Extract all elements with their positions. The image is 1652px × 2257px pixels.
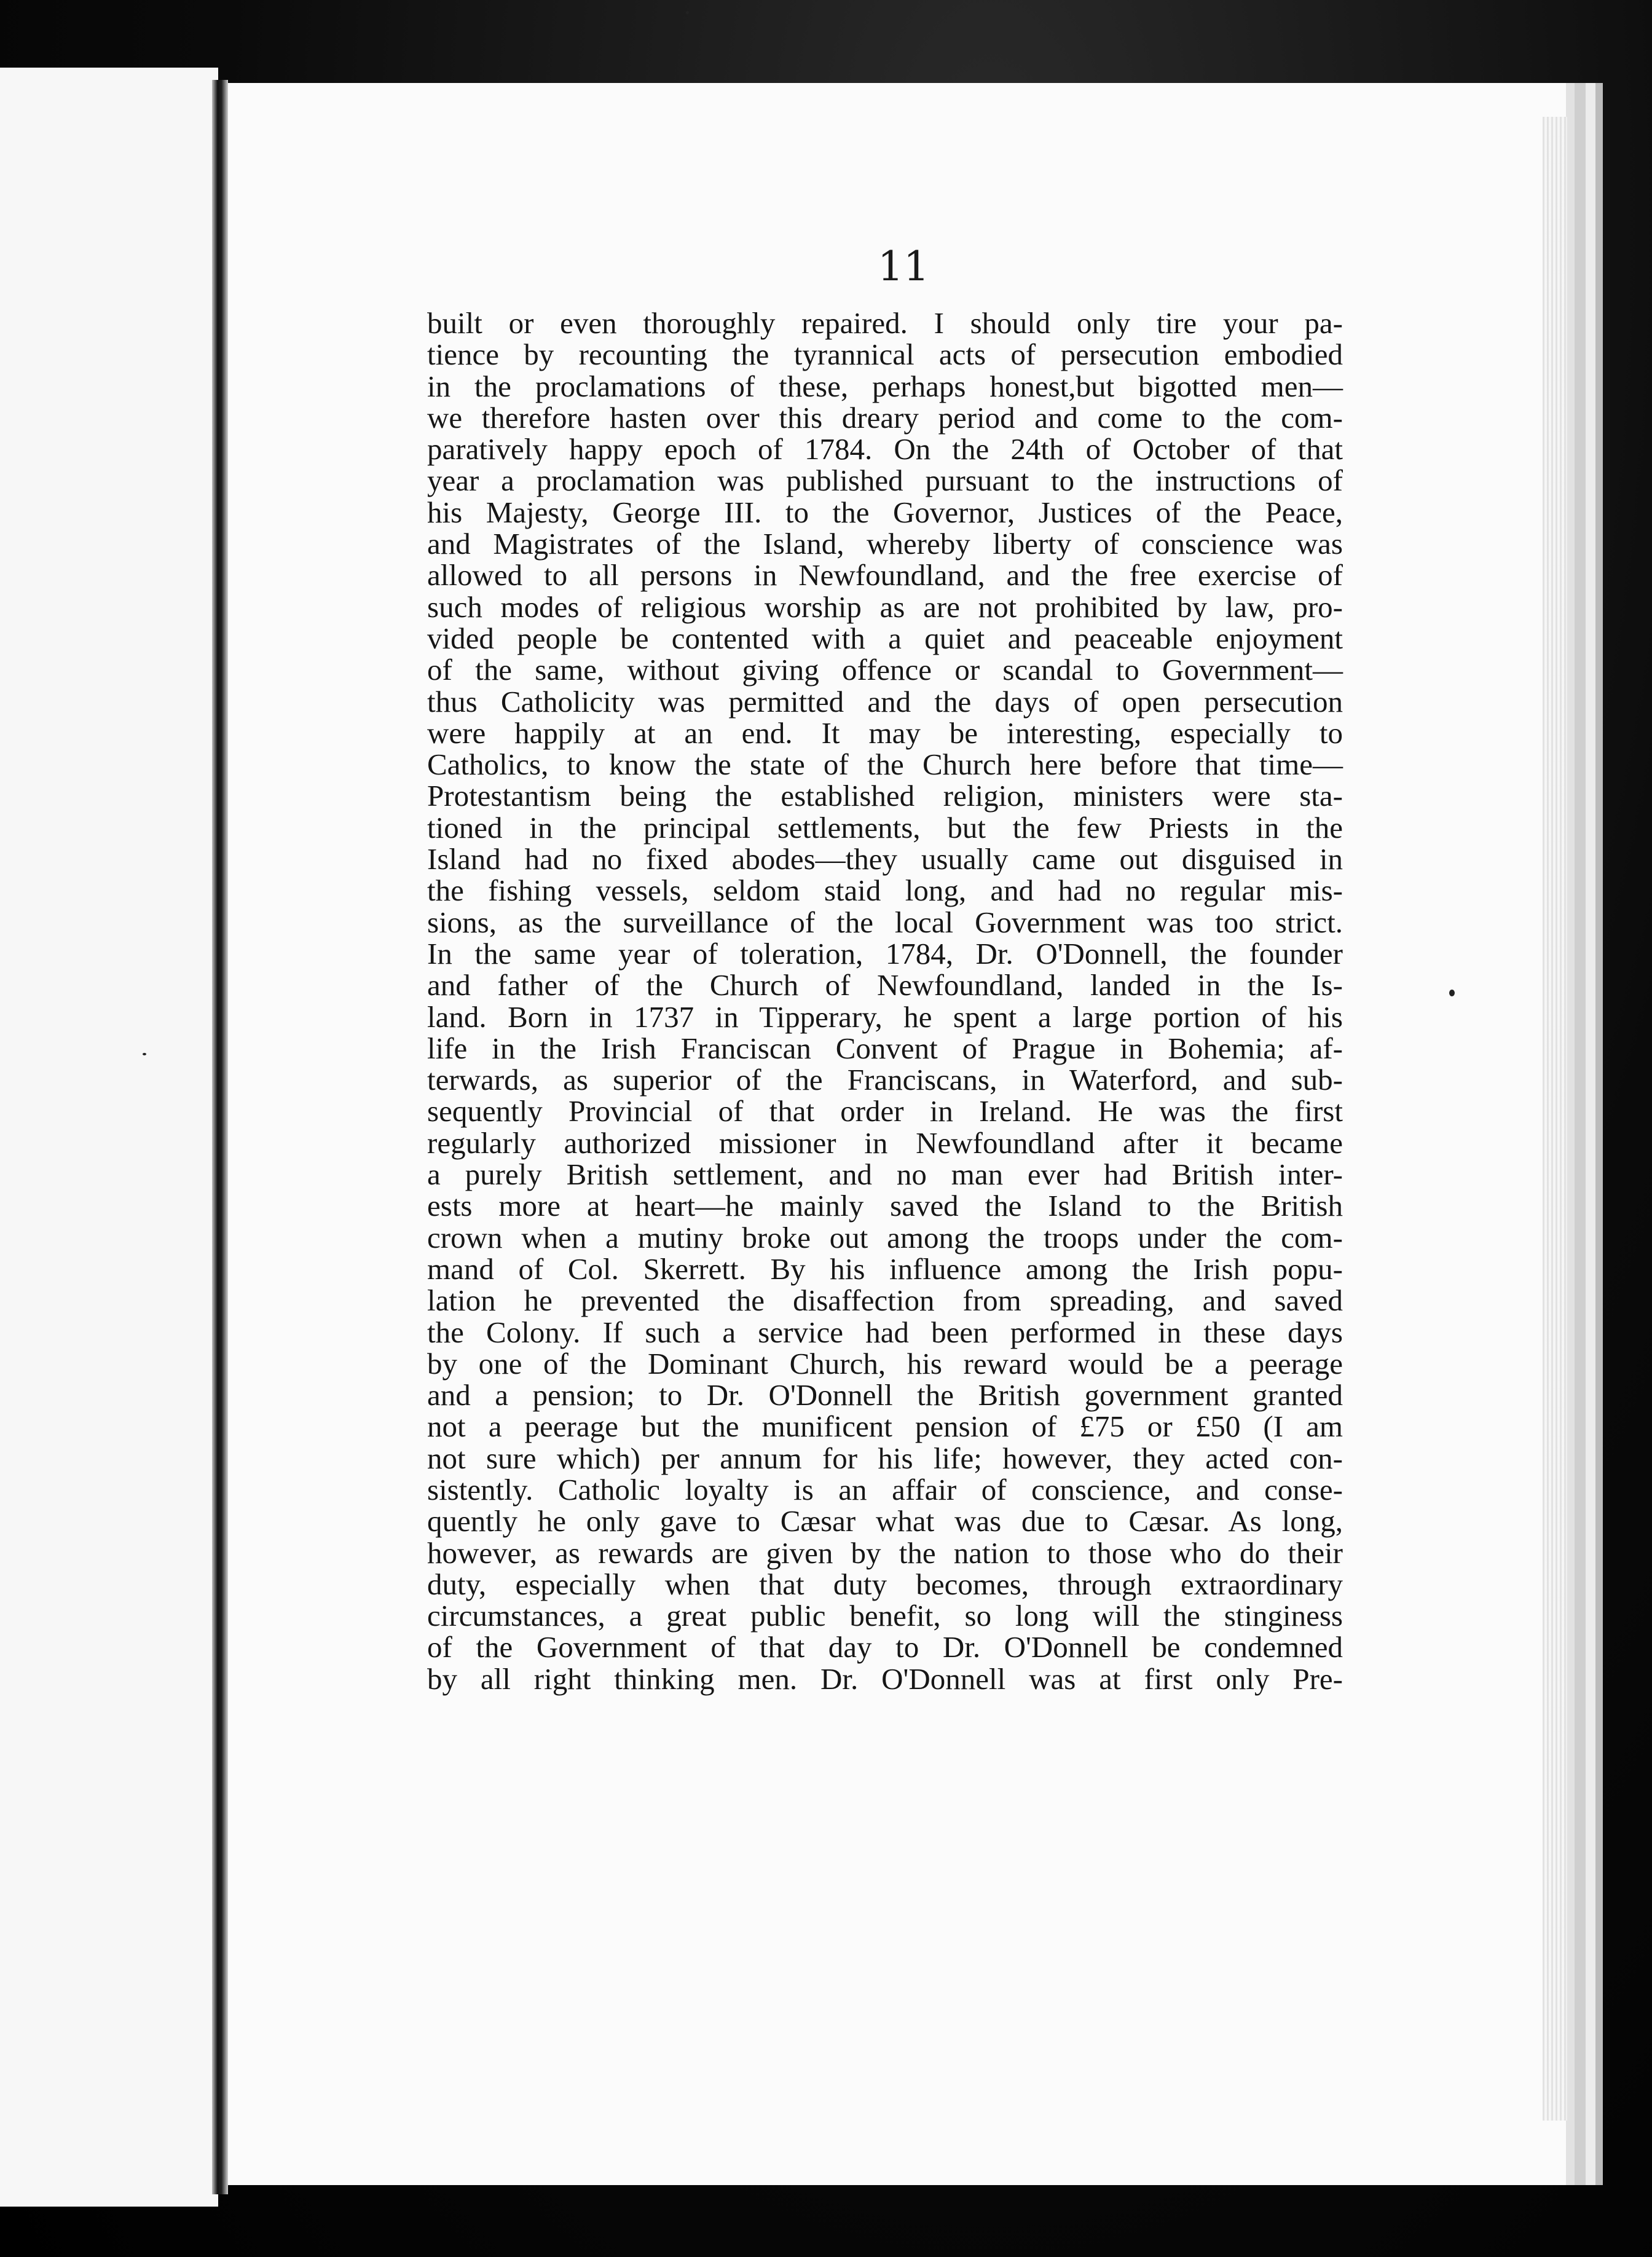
- text-line: not sure which) per annum for his life; however, they acted con-: [427, 1441, 1343, 1475]
- text-line: of the Government of that day to Dr. O'Donnell be condemned: [427, 1630, 1343, 1664]
- text-line: not a peerage but the munificent pension of £75 or £50 (I am: [427, 1409, 1343, 1444]
- text-line: year a proclamation was published pursuant to the instructions of: [427, 463, 1343, 498]
- text-line: terwards, as superior of the Franciscans, in Waterford, and sub-: [427, 1063, 1343, 1097]
- page-number: 11: [878, 243, 929, 290]
- text-line: such modes of religious worship as are not prohibited by law, pro-: [427, 589, 1343, 624]
- text-line: life in the Irish Franciscan Convent of Prague in Bohemia; af-: [427, 1031, 1343, 1065]
- text-line: thus Catholicity was permitted and the days of open persecution: [427, 684, 1343, 719]
- book-spine: [212, 80, 228, 2194]
- text-line: circumstances, a great public benefit, so long will the stinginess: [427, 1599, 1343, 1633]
- dust-speck: [1449, 990, 1455, 996]
- text-line: were happily at an end. It may be interesting, especially to: [427, 715, 1343, 750]
- text-line: paratively happy epoch of 1784. On the 24th of October of that: [427, 432, 1343, 467]
- text-line: lation he prevented the disaffection from spreading, and saved: [427, 1283, 1343, 1318]
- text-line: tience by recounting the tyrannical acts of persecution embodied: [427, 337, 1343, 372]
- text-line: In the same year of toleration, 1784, Dr. O'Donnell, the founder: [427, 936, 1343, 971]
- text-line: built or even thoroughly repaired. I should only tire your pa-: [427, 306, 1343, 340]
- text-line: sistently. Catholic loyalty is an affair of conscience, and conse-: [427, 1472, 1343, 1507]
- text-line: in the proclamations of these, perhaps honest,but bigotted men—: [427, 369, 1343, 403]
- dust-speck: [143, 1053, 146, 1055]
- left-page: [0, 68, 218, 2207]
- text-line: Protestantism being the established religion, ministers were sta-: [427, 779, 1343, 813]
- text-line: sequently Provincial of that order in Ireland. He was the first: [427, 1094, 1343, 1128]
- text-line: and a pension; to Dr. O'Donnell the British government granted: [427, 1378, 1343, 1412]
- text-line: mand of Col. Skerrett. By his influence among the Irish popu-: [427, 1251, 1343, 1286]
- text-line: the Colony. If such a service had been performed in these days: [427, 1315, 1343, 1349]
- text-line: and Magistrates of the Island, whereby liberty of conscience was: [427, 527, 1343, 561]
- body-text: [427, 307, 1343, 1695]
- text-line: duty, especially when that duty becomes, through extraordinary: [427, 1567, 1343, 1601]
- text-line: land. Born in 1737 in Tipperary, he spent a large portion of his: [427, 999, 1343, 1034]
- text-line: by all right thinking men. Dr. O'Donnell was at first only Pre-: [427, 1661, 1343, 1696]
- text-line: sions, as the surveillance of the local Government was too strict.: [427, 905, 1343, 939]
- text-line: and father of the Church of Newfoundland, landed in the Is-: [427, 968, 1343, 1002]
- text-line: vided people be contented with a quiet and peaceable enjoyment: [427, 621, 1343, 655]
- text-line: regularly authorized missioner in Newfoundland after it became: [427, 1125, 1343, 1160]
- text-line: Catholics, to know the state of the Church here before that time—: [427, 747, 1343, 782]
- text-line: allowed to all persons in Newfoundland, and the free exercise of: [427, 558, 1343, 593]
- text-line: a purely British settlement, and no man ever had British inter-: [427, 1157, 1343, 1192]
- text-line: by one of the Dominant Church, his reward would be a peerage: [427, 1346, 1343, 1381]
- dust-speck: [686, 11, 689, 14]
- text-line: tioned in the principal settlements, but the few Priests in the: [427, 810, 1343, 845]
- text-line: Island had no fixed abodes—they usually came out disguised in: [427, 842, 1343, 876]
- page-edges: [1543, 117, 1567, 2121]
- text-line: ests more at heart—he mainly saved the Island to the British: [427, 1189, 1343, 1223]
- text-line: quently he only gave to Cæsar what was due to Cæsar. As long,: [427, 1504, 1343, 1538]
- text-line: however, as rewards are given by the nation to those who do their: [427, 1535, 1343, 1570]
- text-line: crown when a mutiny broke out among the troops under the com-: [427, 1220, 1343, 1255]
- text-line: of the same, without giving offence or scandal to Government—: [427, 653, 1343, 687]
- text-line: the fishing vessels, seldom staid long, and had no regular mis-: [427, 873, 1343, 908]
- text-line: his Majesty, George III. to the Governor, Justices of the Peace,: [427, 495, 1343, 529]
- text-line: we therefore hasten over this dreary period and come to the com-: [427, 400, 1343, 435]
